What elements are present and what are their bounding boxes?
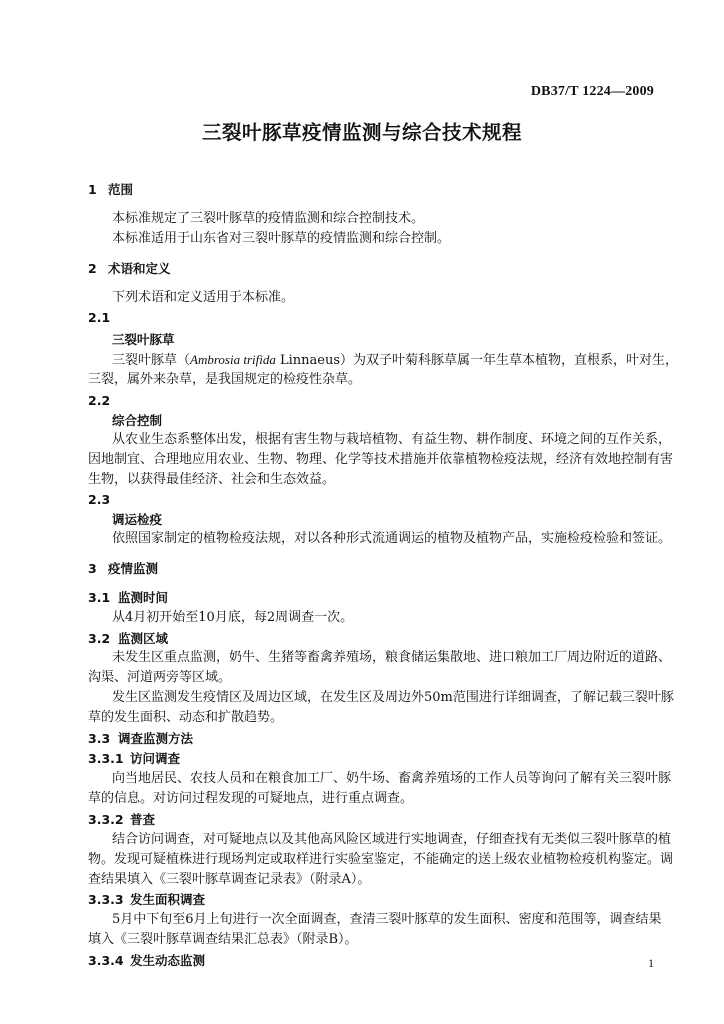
clause-number: 3.3: [88, 731, 111, 746]
section-2-heading: [88, 260, 171, 277]
section-title: 术语和定义: [108, 261, 171, 276]
definition-line: 生物，以获得最佳经济、社会和生态效益。: [88, 472, 336, 487]
section-number: 2: [88, 261, 97, 276]
clause-title: 访问调查: [130, 751, 181, 766]
clause-number: 2.2: [88, 393, 111, 408]
paragraph: 发生区监测发生疫情区及周边区域，在发生区及周边外50m范围进行详细调查，了解记载三裂叶豚: [112, 690, 674, 705]
section-number: 1: [88, 182, 97, 197]
definition-line: [112, 351, 678, 369]
clause-title: 调查监测方法: [118, 731, 194, 746]
paragraph: 沟渠、河道两旁等区域。: [88, 670, 232, 685]
clause-title: 发生面积调查: [130, 892, 206, 907]
paragraph: 向当地居民、农技人员和在粮食加工厂、奶牛场、畜禽养殖场的工作人员等询问了解有关三裂叶豚: [112, 771, 672, 786]
clause-heading: [88, 589, 168, 606]
clause-number: 2.3: [88, 492, 111, 507]
paragraph: 草的发生面积、动态和扩散趋势。: [88, 710, 284, 725]
section-number: 3: [88, 561, 97, 576]
definition-text: Linnaeus）为双子叶菊科豚草属一年生草本植物，直根系，叶对生，: [275, 353, 679, 368]
paragraph: 物。发现可疑植株进行现场判定或取样进行实验室鉴定，不能确定的送上级农业植物检疫机构鉴定。调: [88, 852, 674, 867]
definition-line: 因地制宜、合理地应用农业、生物、物理、化学等技术措施并依靠植物检疫法规，经济有效地控制有害: [88, 452, 674, 467]
clause-heading: [88, 891, 205, 908]
paragraph: 下列术语和定义适用于本标准。: [112, 290, 295, 305]
clause-heading: [88, 730, 193, 747]
paragraph: 5月中下旬至6月上旬进行一次全面调查，查清三裂叶豚草的发生面积、密度和范围等，调查结果: [112, 912, 662, 927]
paragraph: 查结果填入《三裂叶豚草调查记录表》（附录A）。: [88, 872, 371, 887]
section-3-heading: [88, 560, 158, 577]
clause-heading: [88, 630, 168, 647]
page-number: 1: [648, 956, 654, 970]
clause-title: 监测时间: [118, 590, 169, 605]
clause-number: 3.3.1: [88, 751, 124, 766]
term-heading: 综合控制: [112, 413, 163, 428]
clause-number: 3.3.4: [88, 953, 124, 968]
clause-title: 普查: [130, 812, 156, 827]
paragraph: 草的信息。对访问过程发现的可疑地点，进行重点调查。: [88, 791, 414, 806]
clause-number: 3.2: [88, 631, 111, 646]
clause-number: 3.1: [88, 590, 111, 605]
section-title: 范围: [108, 182, 134, 197]
paragraph: 结合访问调查，对可疑地点以及其他高风险区域进行实地调查，仔细查找有无类似三裂叶豚草的植: [112, 832, 672, 847]
clause-number: 3.3.2: [88, 812, 124, 827]
paragraph: 未发生区重点监测，奶牛、生猪等畜禽养殖场，粮食储运集散地、进口粮加工厂周边附近的道路、: [112, 650, 672, 665]
definition-line: 三裂，属外来杂草，是我国规定的检疫性杂草。: [88, 372, 362, 387]
definition-text: 三裂叶豚草（: [112, 353, 191, 368]
definition-line: 从农业生态系整体出发，根据有害生物与栽培植物、有益生物、耕作制度、环境之间的互作关系，: [112, 432, 672, 447]
term-heading: 调运检疫: [112, 512, 163, 527]
document-title: 三裂叶豚草疫情监测与综合技术规程: [201, 121, 522, 144]
clause-title: 监测区域: [118, 631, 169, 646]
section-1-heading: [88, 181, 133, 198]
clause-heading: [88, 952, 205, 969]
clause-title: 发生动态监测: [130, 953, 206, 968]
clause-heading: [88, 750, 180, 767]
paragraph: 本标准规定了三裂叶豚草的疫情监测和综合控制技术。: [112, 211, 425, 226]
clause-number: 2.1: [88, 310, 111, 325]
latin-name: Ambrosia trifida: [190, 352, 276, 367]
paragraph: 从4月初开始至10月底，每2周调查一次。: [112, 610, 354, 625]
document-body: [88, 0, 679, 1024]
paragraph: 本标准适用于山东省对三裂叶豚草的疫情监测和综合控制。: [112, 231, 451, 246]
clause-number: 3.3.3: [88, 892, 124, 907]
clause-heading: [88, 811, 155, 828]
standard-code: DB37/T 1224—2009: [530, 84, 654, 99]
paragraph: 填入《三裂叶豚草调查结果汇总表》（附录B）。: [88, 932, 358, 947]
term-heading: 三裂叶豚草: [112, 332, 175, 347]
section-title: 疫情监测: [108, 561, 159, 576]
definition-line: 依照国家制定的植物检疫法规，对以各种形式流通调运的植物及植物产品，实施检疫检验和签证。: [112, 531, 672, 546]
